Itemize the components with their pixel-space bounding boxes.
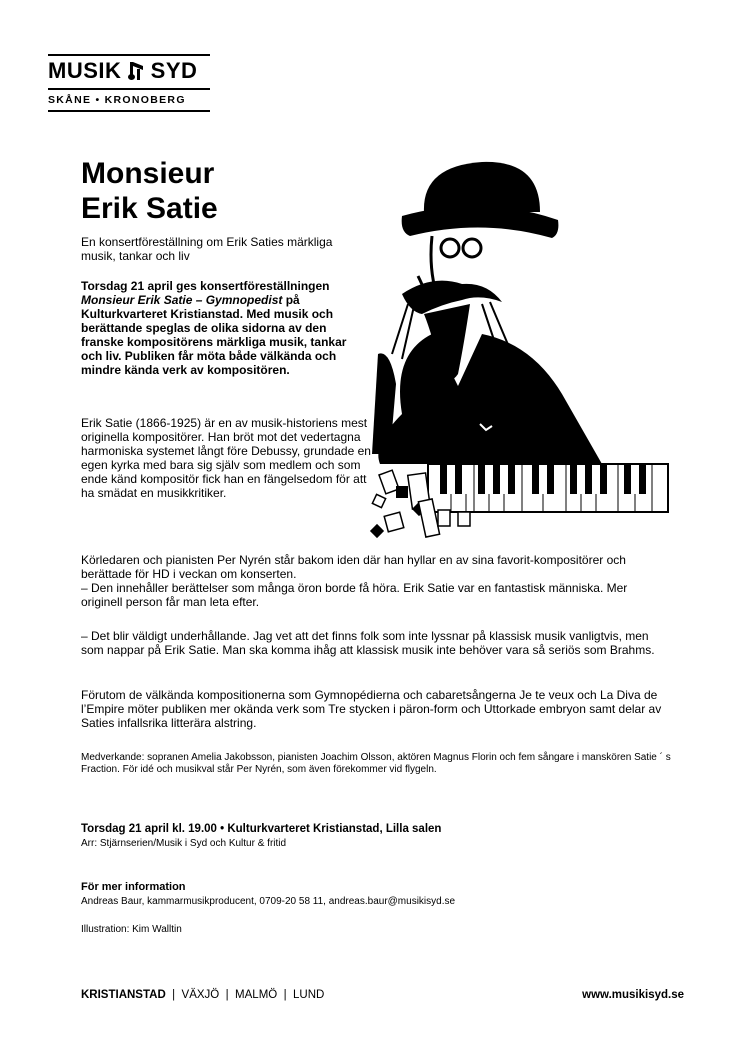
footer-city-malmo: MALMÖ <box>235 989 278 1001</box>
title-line-2: Erik Satie <box>81 192 218 225</box>
title-line-1: Monsieur <box>81 157 215 190</box>
logo-underline <box>48 110 210 112</box>
event-organizer: Arr: Stjärnserien/Musik i Syd och Kultur & fritid <box>81 838 287 849</box>
logo <box>48 54 210 90</box>
page-subtitle: En konsertföreställning om Erik Saties märkliga musik, tankar och liv <box>81 235 333 263</box>
paragraph-nyren-intro: Körledaren och pianisten Per Nyrén står bakom iden där han hyllar en av sina favorit-kompositörer och berättade för HD i veckan om konserten. <box>81 553 626 581</box>
intro-post: på Kulturkvarteret Kristianstad. Med musik och berättande speglas de olika sidorna av den franske kompositörens märkliga musik, tankar och liv. Publiken får möta både välkända och mindre kända verk av kompositören. <box>81 293 347 377</box>
info-contact: Andreas Baur, kammarmusikproducent, 0709-20 58 11, andreas.baur@musikisyd.se <box>81 896 456 907</box>
music-note-icon <box>128 61 144 81</box>
footer-city-lund: LUND <box>293 989 325 1001</box>
logo-wordmark <box>48 57 197 85</box>
paragraph-quote-2: – Det blir väldigt underhållande. Jag vet att det finns folk som inte lyssnar på klassisk musik vanligtvis, men som nappar på Erik Satie. Man ska komma ihåg att klassisk musik inte behöver vara så seriös som Brahms. <box>81 629 655 657</box>
intro-paragraph <box>81 279 366 377</box>
footer-separator: | <box>225 989 229 1001</box>
intro-pre: Torsdag 21 april ges konsertföreställningen <box>81 279 330 293</box>
footer-city-kristianstad: KRISTIANSTAD <box>81 989 166 1001</box>
satie-illustration <box>362 154 692 544</box>
intro-italic-title: Monsieur Erik Satie – Gymnopedist <box>81 293 283 307</box>
footer-separator: | <box>283 989 287 1001</box>
paragraph-satie-bio: Erik Satie (1866-1925) är en av musik-historiens mest originella kompositörer. Han bröt mot det vedertagna harmoniska systemet långt före Debussy, grundade en egen kyrka med bara sig själv som medlem och som ende känd kompositör fick han en fängelsedom för att ha smädat en musikkritiker. <box>81 416 371 500</box>
credits-paragraph: Medverkande: sopranen Amelia Jakobsson, pianisten Joachim Olsson, aktören Magnus Florin och fem sångare i manskören Satie ´ s Fraction. För idé och musikval står Per Nyrén, som även förekommer vid flygeln. <box>81 752 671 775</box>
footer-city-vaxjo: VÄXJÖ <box>181 989 220 1001</box>
logo-subtitle: SKÅNE • KRONOBERG <box>48 94 186 106</box>
paragraph-nyren <box>81 553 671 609</box>
logo-left-word: MUSIK <box>48 58 122 83</box>
illustration-credit: Illustration: Kim Walltin <box>81 924 182 935</box>
footer-separator: | <box>172 989 176 1001</box>
event-title: Torsdag 21 april kl. 19.00 • Kulturkvarteret Kristianstad, Lilla salen <box>81 823 442 835</box>
paragraph-nyren-quote: – Den innehåller berättelser som många öron borde få höra. Erik Satie var en fantastisk människa. Mer originell person får man leta efter. <box>81 581 628 609</box>
footer-cities <box>81 989 324 1001</box>
paragraph-works: Förutom de välkända kompositionerna som Gymnopédierna och cabaretsångerna Je te veux och La Diva de l’Empire möter publiken mer okända verk som Tre stycken i päron-form och Uttorkade embryon samt delar av Saties infallsrika litterära alstring. <box>81 688 662 730</box>
page-title <box>81 156 381 226</box>
logo-right-word: SYD <box>150 58 198 83</box>
footer-website-link[interactable]: www.musikisyd.se <box>582 989 684 1001</box>
info-heading: För mer information <box>81 881 186 893</box>
